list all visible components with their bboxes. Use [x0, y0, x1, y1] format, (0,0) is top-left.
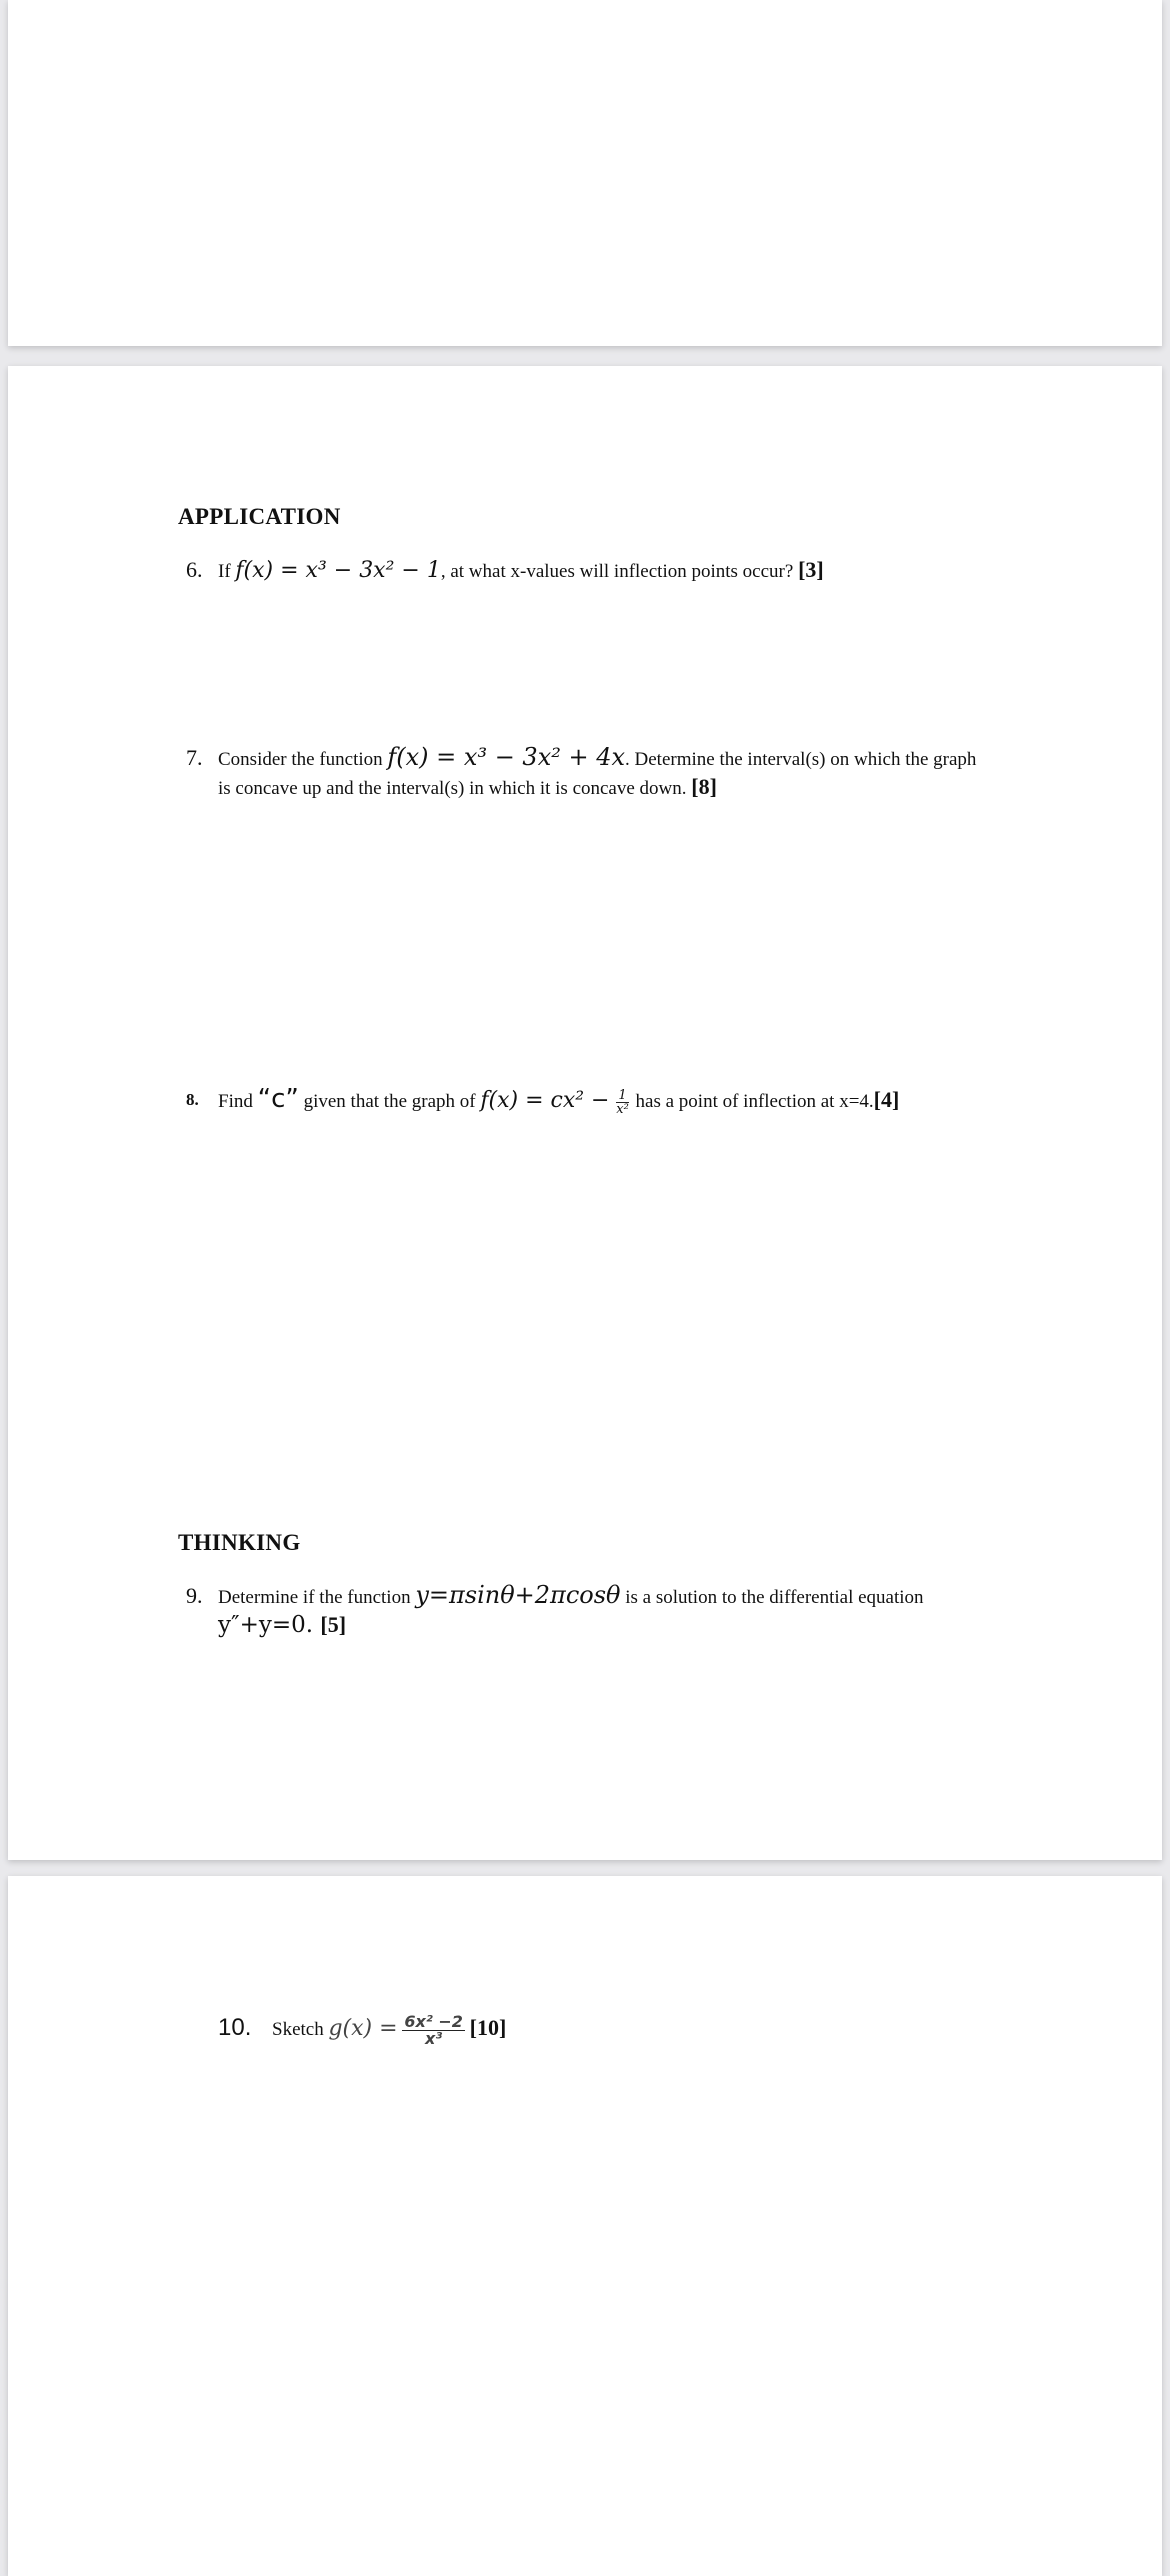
- question-number: 6.: [186, 557, 203, 582]
- document-page-2[interactable]: [8, 366, 1162, 1860]
- fraction: $\frac{1}{\text{x²}}$: [616, 1088, 629, 1118]
- question-10: 10. Sketch g(x) = $\frac{\text{6x² −2}}{\text{x³}}$ [10]: [218, 2012, 507, 2049]
- question-math: g(x) =: [328, 2016, 398, 2041]
- question-math: y=πsinθ+2πcosθ: [415, 1581, 621, 1609]
- question-7: 7. Consider the function f(x) = x³ − 3x² + 4x. Determine the interval(s) on which the graph is concave up and the interval(s) in which it is concave down. [8]: [186, 743, 977, 799]
- question-marks: [3]: [798, 557, 824, 582]
- fraction: $\frac{\text{6x² −2}}{\text{x³}}$: [404, 2012, 463, 2049]
- question-number: 8.: [186, 1090, 199, 1109]
- question-marks: [4]: [873, 1087, 900, 1112]
- question-math: f(x) = x³ − 3x² − 1: [235, 558, 441, 583]
- question-number: 7.: [186, 745, 203, 770]
- document-page-1: [8, 0, 1162, 346]
- question-marks: [8]: [691, 774, 717, 799]
- document-page-3[interactable]: [8, 1876, 1162, 2576]
- thinking-heading: THINKING: [178, 1530, 301, 1555]
- question-math: f(x) = x³ − 3x² + 4x: [387, 743, 626, 771]
- question-number: 10.: [218, 2014, 252, 2041]
- question-number: 9.: [186, 1583, 203, 1608]
- question-8: 8. Find “c” given that the graph of f(x) = cx² − $\frac{1}{\text{x²}}$ has a point of inflection at x=4.[4]: [186, 1084, 900, 1118]
- question-marks: [10]: [469, 2015, 507, 2040]
- question-9: 9. Determine if the function y=πsinθ+2πcosθ is a solution to the differential equation y″+y=0. [5]: [186, 1581, 924, 1638]
- application-heading: APPLICATION: [178, 504, 341, 529]
- question-6: 6. If f(x) = x³ − 3x² − 1, at what x-values will inflection points occur? [3]: [186, 557, 824, 583]
- question-math: f(x) = cx² −: [480, 1088, 610, 1113]
- question-marks: [5]: [320, 1612, 347, 1637]
